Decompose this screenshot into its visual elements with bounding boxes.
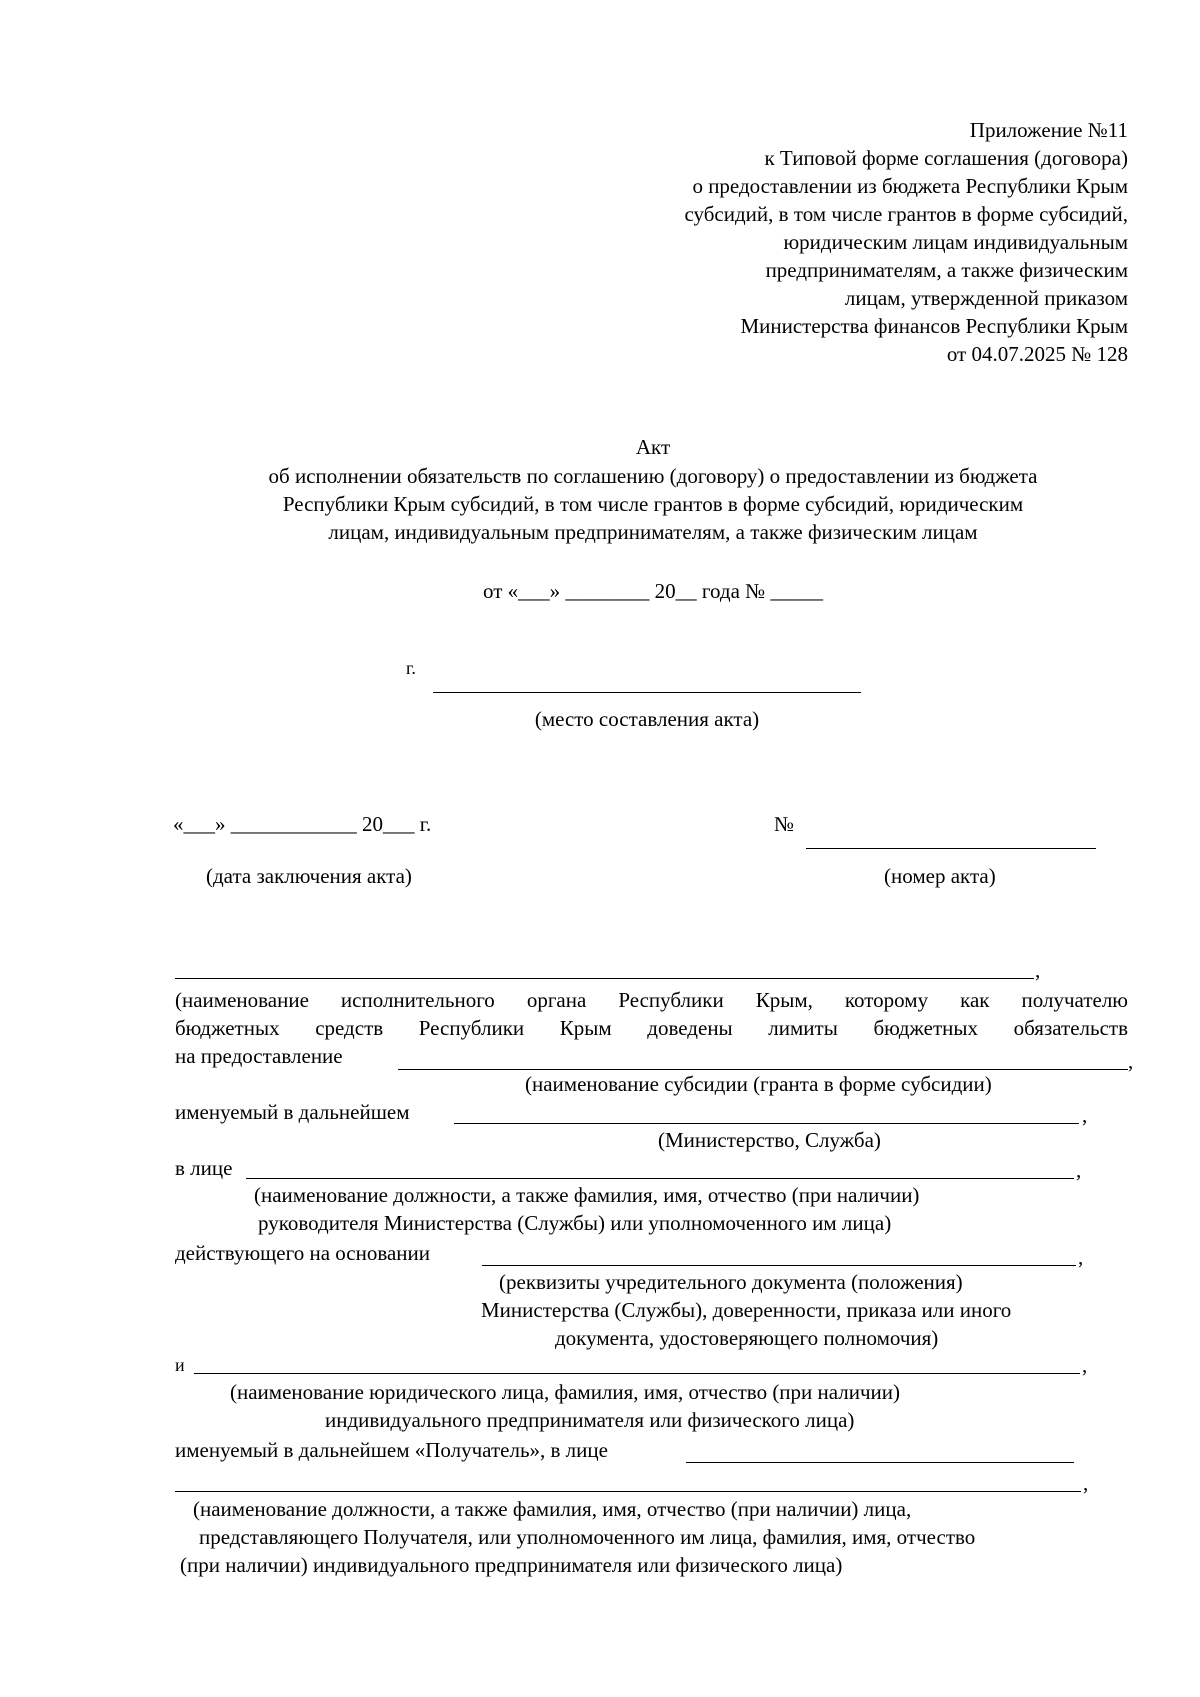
basis-caption-line: (реквизиты учредительного документа (положения) [499,1270,963,1294]
provision-label: на предоставление [175,1044,343,1068]
hereinafter-blank [454,1123,1079,1124]
representative-caption-line: представляющего Получателя, или уполномоченного им лица, фамилия, имя, отчество [199,1525,976,1549]
header-line: Министерства финансов Республики Крым [740,314,1128,338]
header-line: субсидий, в том числе грантов в форме субсидий, [684,202,1128,226]
representative-caption-line: (при наличии) индивидуального предпринимателя или физического лица) [180,1553,843,1577]
recipient-label: именуемый в дальнейшем «Получатель», в лице [175,1438,608,1462]
comma: , [1078,1245,1084,1269]
and-label: и [175,1355,185,1375]
basis-blank [482,1265,1076,1266]
representative-blank [686,1462,1074,1463]
subsidy-blank [398,1069,1128,1070]
person-caption-line: (наименование должности, а также фамилия, имя, отчество (при наличии) [254,1183,920,1207]
header-line: предпринимателям, а также физическим [765,258,1128,282]
comma: , [1082,1353,1088,1377]
basis-caption-line: документа, удостоверяющего полномочия) [555,1326,939,1350]
header-line: Приложение №11 [969,118,1128,142]
person-caption-line: руководителя Министерства (Службы) или уполномоченного им лица) [258,1211,892,1235]
conclusion-date-field: «___» ____________ 20___ г. [173,812,432,836]
header-line: от 04.07.2025 № 128 [946,342,1128,366]
basis-label: действующего на основании [175,1241,431,1265]
recipient-blank [194,1373,1080,1374]
place-blank [433,692,861,693]
act-number-caption: (номер акта) [884,864,996,888]
comma: , [1128,1049,1134,1073]
recipient-caption-line: (наименование юридического лица, фамилия, имя, отчество (при наличии) [230,1380,901,1404]
comma: , [1035,958,1041,982]
act-title-line: лицам, индивидуальным предпринимателям, а также физическим лицам [328,520,978,544]
act-title-line: Республики Крым субсидий, в том числе грантов в форме субсидий, юридическим [282,492,1024,516]
representative-blank-2 [175,1491,1081,1492]
person-label: в лице [175,1156,233,1180]
conclusion-date-caption: (дата заключения акта) [206,864,412,888]
basis-caption-line: Министерства (Службы), доверенности, приказа или иного [481,1298,1012,1322]
header-line: о предоставлении из бюджета Республики Крым [692,174,1128,198]
act-number-blank [806,848,1096,849]
person-blank [246,1178,1074,1179]
place-caption: (место составления акта) [534,707,760,731]
act-title-line: об исполнении обязательств по соглашению (договору) о предоставлении из бюджета [268,464,1038,488]
organ-caption-line: (наименование исполнительного органа Республики Крым, которому как получателю [175,988,1128,1012]
subsidy-caption: (наименование субсидии (гранта в форме субсидии) [525,1072,992,1096]
organ-blank [175,978,1034,979]
header-line: юридическим лицам индивидуальным [783,230,1128,254]
comma: , [1083,1471,1089,1495]
organ-caption-line: бюджетных средств Республики Крым доведены лимиты бюджетных обязательств [175,1016,1128,1040]
comma: , [1082,1103,1088,1127]
hereinafter-label: именуемый в дальнейшем [175,1100,410,1124]
place-prefix: г. [406,658,416,678]
ministry-caption: (Министерство, Служба) [658,1128,881,1152]
act-number-sign: № [774,812,795,836]
act-title-word: Акт [635,435,671,459]
header-line: к Типовой форме соглашения (договора) [764,146,1128,170]
header-line: лицам, утвержденной приказом [844,286,1128,310]
comma: , [1076,1158,1082,1182]
representative-caption-line: (наименование должности, а также фамилия, имя, отчество (при наличии) лица, [193,1497,912,1521]
recipient-caption-line: индивидуального предпринимателя или физического лица) [325,1408,855,1432]
act-date-line: от «___» ________ 20__ года № _____ [483,579,823,603]
